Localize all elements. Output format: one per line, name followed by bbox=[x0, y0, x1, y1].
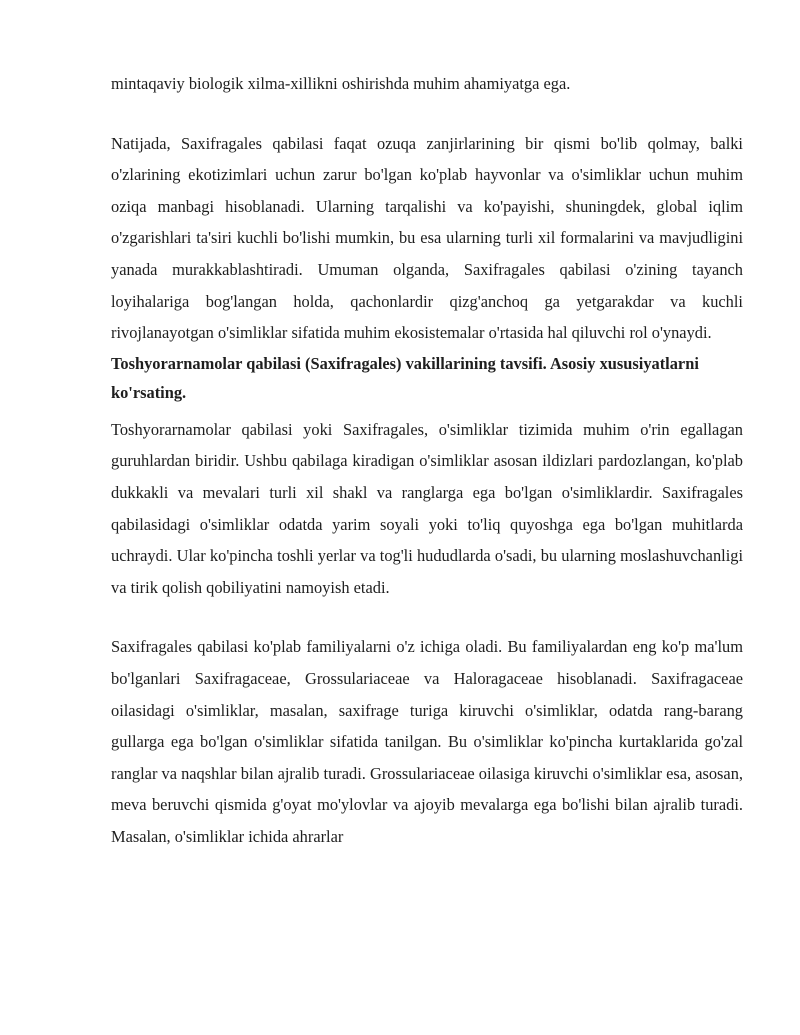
paragraph-intro-tail: mintaqaviy biologik xilma-xillikni oshirishda muhim ahamiyatga ega. bbox=[111, 74, 571, 93]
paragraph-familiyalar: Saxifragales qabilasi ko'plab familiyalarni o'z ichiga oladi. Bu familiyalardan eng ko'p ma'lum bo'lganlari Saxifragaceae, Grossulariaceae va Haloragaceae hisoblanadi. Saxifragaceae oilasidagi o'simliklar, masalan, saxifrage turiga kiruvchi o'simliklar, odatda rang-barang gullarga ega bo'lgan o'simliklar sifatida tanilgan. Bu o'simliklar ko'pincha kurtaklarida go'zal ranglar va naqshlar bilan ajralib turadi. Grossulariaceae oilasiga kiruvchi o'simliklar esa, asosan, meva beruvchi qismida g'oyat mo'ylovlar va ajoyib mevalarga ega bo'lishi bilan ajralib turadi. Masalan, o'simliklar ichida ahrarlar bbox=[111, 637, 743, 846]
paragraph-toshyorarnamolar: Toshyorarnamolar qabilasi yoki Saxifragales, o'simliklar tizimida muhim o'rin egallagan guruhlardan biridir. Ushbu qabilaga kiradigan o'simliklar asosan ildizlari pardozlangan, ko'plab dukkakli va mevalari turli xil shakl va ranglarga ega bo'lgan o'simliklardir. Saxifragales qabilasidagi o'simliklar odatda yarim soyali yoki to'liq quyoshga ega bo'lgan muhitlarda uchraydi. Ular ko'pincha toshli yerlar va tog'li hududlarda o'sadi, bu ularning moslashuvchanligi va tirik qolish qobiliyatini namoyish etadi. bbox=[111, 419, 743, 597]
document-page bbox=[111, 68, 743, 852]
paragraph-natijada: Natijada, Saxifragales qabilasi faqat ozuqa zanjirlarining bir qismi bo'lib qolmay, balki o'zlarining ekotizimlari uchun zarur bo'lgan ko'plab hayvonlar va o'simliklar uchun muhim oziqa manbagi hisoblanadi. Ularning tarqalishi va ko'payishi, shuningdek, global iqlim o'zgarishlari ta'siri kuchli bo'lishi mumkin, bu esa ularning turli xil formalarini va mavjudligini yanada murakkablashtiradi. Umuman olganda, Saxifragales qabilasi o'zining tayanch loyihalariga bog'langan holda, qachonlardir qizg'anchoq ga yetgarakdar va kuchli rivojlanayotgan o'simliklar sifatida muhim ekosistemalar o'rtasida hal qiluvchi rol o'ynaydi. bbox=[111, 133, 743, 343]
section-heading: Toshyorarnamolar qabilasi (Saxifragales) vakillarining tavsifi. Asosiy xususiyatlarni ko'rsating. bbox=[111, 353, 699, 403]
